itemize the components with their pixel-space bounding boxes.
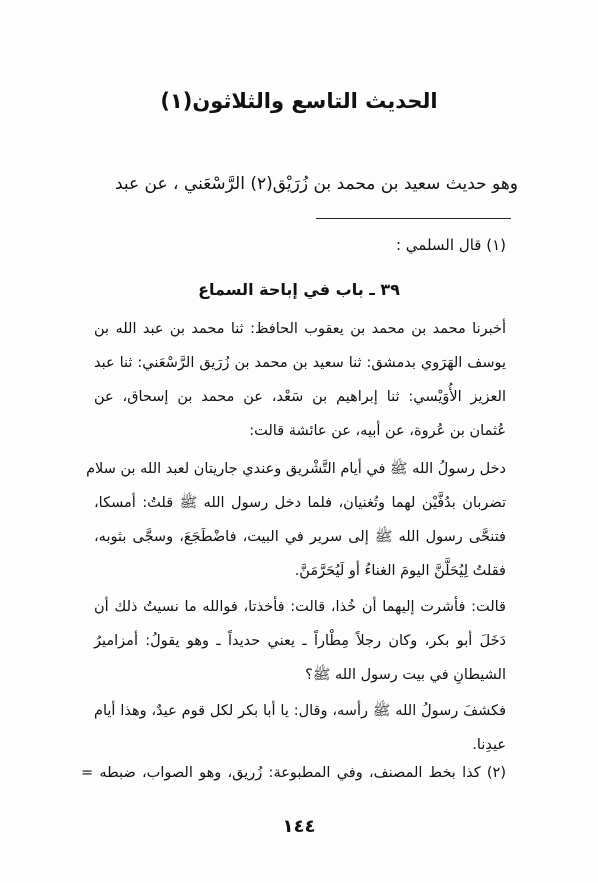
footnote-separator [316,218,511,219]
footnote-body-line: تضربان بدُفَّيْن لهما وتُغنيان، فلما دخل رسول الله ﷺ قلتُ: أمسكا، [94,495,506,511]
footnote-body-line: عيدِنا. [472,737,506,753]
chapter-heading: ٣٩ ـ باب في إباحة السماع [198,280,400,299]
footnote-body-line: قالت: فأشرت إليهما أن خُذا، قالت: فأخذتا، فوالله ما نسيتُ ذلك أن [94,599,506,615]
main-text-line: وهو حديث سعيد بن محمد بن زُرَيْق(٢) الرَّسْعَني ، عن عبد [114,174,518,194]
footnote-body-line: فقلتُ لِيُحَلَّنَّ اليومَ الغناءُ أو لَيُحَرَّمَنَّ. [294,563,506,579]
footnote-1-label: (١) قال السلمي : [395,236,506,254]
footnote-body-line: دَخَلَ أبو بكر، وكان رجلاً مِطْاراً ـ يعني حديداً ـ وهو يقولُ: أمزاميرُ [94,633,506,649]
footnote-2: (٢) كذا بخط المصنف، وفي المطبوعة: زُريق، وهو الصواب، ضبطه = [81,765,506,781]
page-number: ١٤٤ [282,816,316,837]
footnote-body-line: يوسف الهَرَوي بدمشق: ثنا سعيد بن محمد بن زُرَيق الرَّسْعَني: ثنا عبد [94,355,506,371]
footnote-body-line: فتنحَّى رسول الله ﷺ إلى سرير في البيت، فاضْطَجَعَ، وسجَّى بثوبه، [94,529,506,545]
footnote-body-line: عُثمان بن عُروة، عن أبيه، عن عائشة قالت: [249,423,506,439]
hadith-title: الحديث التاسع والثلاثون(١) [160,89,438,113]
footnote-body-line: أخبرنا محمد بن محمد بن يعقوب الحافظ: ثنا محمد بن عبد الله بن [94,321,506,337]
footnote-body-line: الشيطانِ في بيت رسول الله ﷺ؟ [305,667,506,683]
footnote-body-line: دخل رسولُ الله ﷺ في أيام التَّشْريق وعندي جاريتان لعبد الله بن سلام [86,461,506,477]
footnote-body-line: العزيز الأُوَيْسي: ثنا إبراهيم بن سَعْد، عن محمد بن إسحاق، عن [94,389,506,405]
footnote-body-line: فكشفَ رسولُ الله ﷺ رأسه، وقال: يا أبا بكر لكل قوم عيدٌ، وهذا أيام [94,703,506,719]
